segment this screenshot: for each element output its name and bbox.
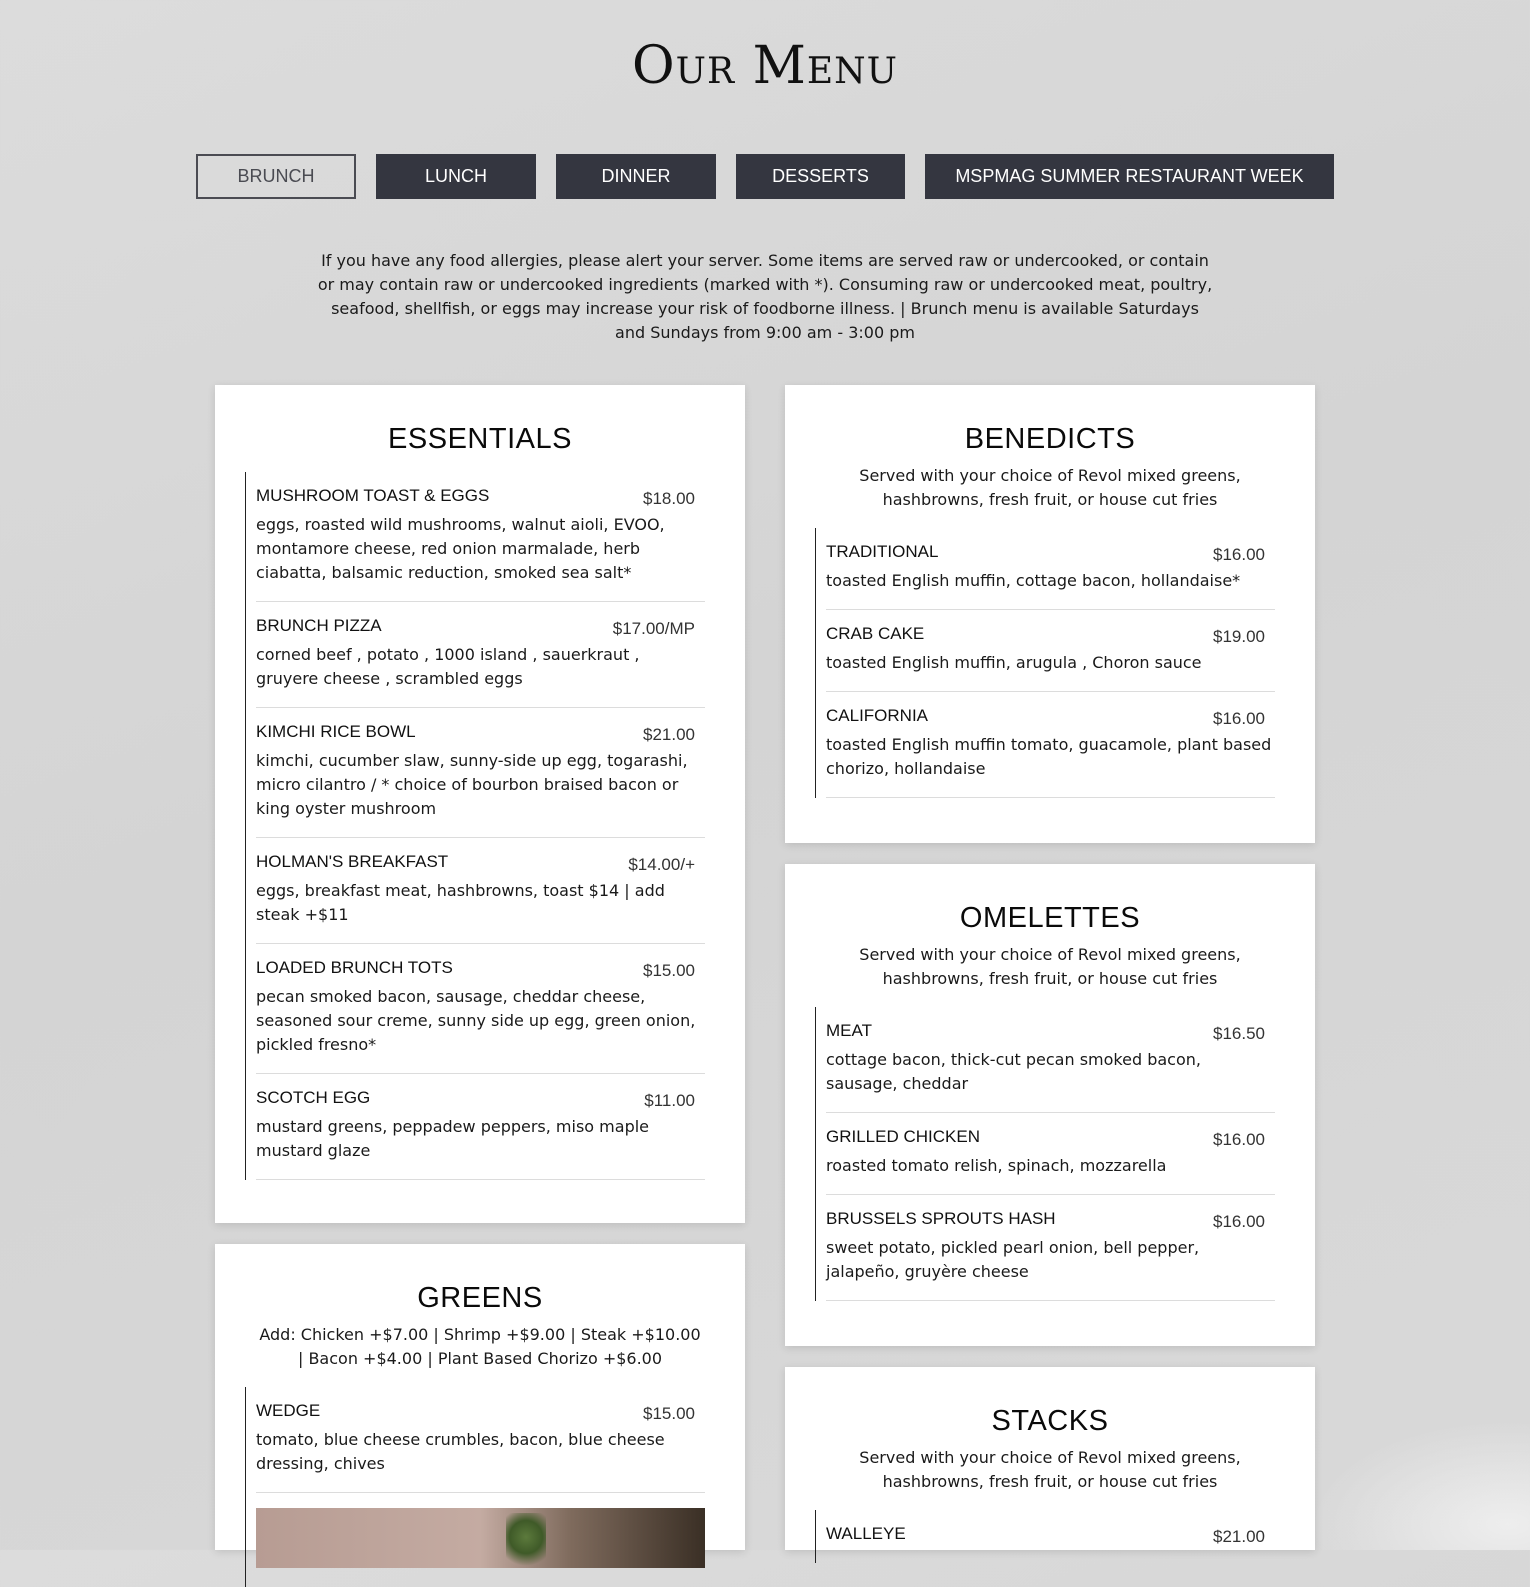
benedicts-card: [785, 385, 1315, 843]
item-name: WEDGE: [256, 1401, 321, 1420]
item-price: $16.00: [1213, 1212, 1265, 1231]
menu-item: [826, 1007, 1275, 1113]
item-price: $19.00: [1213, 627, 1265, 646]
item-price: $11.00: [644, 1091, 695, 1110]
item-description: toasted English muffin, cottage bacon, hollandaise*: [826, 571, 1241, 590]
section-title: BENEDICTS: [964, 423, 1136, 455]
item-description: toasted English muffin tomato, guacamole, plant based chorizo, hollandaise: [826, 735, 1272, 778]
section-title: ESSENTIALS: [388, 423, 572, 455]
menu-item: [826, 1195, 1275, 1301]
item-name: BRUSSELS SPROUTS HASH: [826, 1209, 1056, 1228]
section-title: GREENS: [417, 1282, 543, 1314]
item-name: KIMCHI RICE BOWL: [256, 722, 416, 741]
page-title: Our Menu: [632, 36, 898, 96]
item-description: pecan smoked bacon, sausage, cheddar cheese, seasoned sour creme, sunny side up egg, green onion, pickled fresno*: [256, 987, 696, 1054]
menu-item: [826, 528, 1275, 610]
menu-item: [256, 1074, 705, 1180]
item-name: MUSHROOM TOAST & EGGS: [256, 486, 490, 505]
item-name: MEAT: [826, 1021, 872, 1040]
menu-item: [256, 1387, 705, 1493]
background-glare: [1310, 1420, 1530, 1550]
item-price: $21.00: [1213, 1527, 1265, 1546]
item-name: HOLMAN'S BREAKFAST: [256, 852, 449, 871]
menu-item-list: [245, 1387, 705, 1587]
menu-item-list: [815, 1007, 1275, 1301]
menu-item-list: [245, 472, 705, 1180]
essentials-card: [215, 385, 745, 1223]
item-price: $16.00: [1213, 545, 1265, 564]
section-subtitle: Served with your choice of Revol mixed greens, hashbrowns, fresh fruit, or house cut fries: [859, 466, 1241, 509]
menu-item-list: [815, 1510, 1275, 1563]
item-name: LOADED BRUNCH TOTS: [256, 958, 453, 977]
tab-brunch[interactable]: BRUNCH: [196, 154, 356, 199]
item-name: WALLEYE: [826, 1524, 906, 1543]
item-price: $16.00: [1213, 1130, 1265, 1149]
item-price: $16.00: [1213, 709, 1265, 728]
menu-item: [256, 708, 705, 838]
section-subtitle: Add: Chicken +$7.00 | Shrimp +$9.00 | Steak +$10.00 | Bacon +$4.00 | Plant Based Chorizo +$6.00: [259, 1325, 701, 1368]
item-description: eggs, breakfast meat, hashbrowns, toast $14 | add steak +$11: [256, 881, 665, 924]
tab-lunch[interactable]: LUNCH: [376, 154, 536, 199]
menu-item: [826, 1113, 1275, 1195]
menu-item: [256, 944, 705, 1074]
item-price: $15.00: [643, 1404, 695, 1423]
menu-item: [256, 838, 705, 944]
menu-item: [826, 1510, 1275, 1563]
item-price: $18.00: [643, 489, 695, 508]
food-photo: [256, 1508, 705, 1568]
menu-item-list: [815, 528, 1275, 798]
item-name: SCOTCH EGG: [256, 1088, 371, 1107]
item-price: $17.00/MP: [612, 619, 695, 638]
item-price: $14.00/+: [628, 855, 695, 874]
greens-card: [215, 1244, 745, 1550]
item-name: CALIFORNIA: [826, 706, 929, 725]
section-subtitle: Served with your choice of Revol mixed greens, hashbrowns, fresh fruit, or house cut fries: [859, 1448, 1241, 1491]
item-description: mustard greens, peppadew peppers, miso maple mustard glaze: [256, 1117, 650, 1160]
section-title: STACKS: [991, 1405, 1109, 1437]
omelettes-card: [785, 864, 1315, 1346]
item-description: cottage bacon, thick-cut pecan smoked bacon, sausage, cheddar: [826, 1050, 1201, 1093]
item-description: sweet potato, pickled pearl onion, bell pepper, jalapeño, gruyère cheese: [826, 1238, 1200, 1281]
item-name: TRADITIONAL: [826, 542, 939, 561]
item-name: GRILLED CHICKEN: [826, 1127, 980, 1146]
tab-restaurant-week[interactable]: MSPMAG SUMMER RESTAURANT WEEK: [925, 154, 1334, 199]
menu-item: [256, 602, 705, 708]
allergy-notice: If you have any food allergies, please alert your server. Some items are served raw or undercooked, or contain or may contain raw or undercooked ingredients (marked with *). Consuming raw or undercooked meat, poultry, seafood, shellfish, or eggs may increase your risk of foodborne illness. | Brunch menu is available Saturdays and Sundays from 9:00 am - 3:00 pm: [317, 251, 1213, 342]
tab-dinner[interactable]: DINNER: [556, 154, 716, 199]
section-subtitle: Served with your choice of Revol mixed greens, hashbrowns, fresh fruit, or house cut fries: [859, 945, 1241, 988]
item-description: eggs, roasted wild mushrooms, walnut aioli, EVOO, montamore cheese, red onion marmalade, herb ciabatta, balsamic reduction, smoked sea salt*: [256, 515, 665, 582]
item-price: $15.00: [643, 961, 695, 980]
item-description: tomato, blue cheese crumbles, bacon, blue cheese dressing, chives: [256, 1430, 665, 1473]
tab-desserts[interactable]: DESSERTS: [736, 154, 905, 199]
item-description: kimchi, cucumber slaw, sunny-side up egg, togarashi, micro cilantro / * choice of bourbon braised bacon or king oyster mushroom: [256, 751, 688, 818]
item-description: toasted English muffin, arugula , Choron sauce: [826, 653, 1202, 672]
item-name: BRUNCH PIZZA: [256, 616, 382, 635]
menu-item: [826, 610, 1275, 692]
stacks-card: [785, 1367, 1315, 1550]
menu-item: [826, 692, 1275, 798]
item-price: $21.00: [643, 725, 695, 744]
menu-item: [256, 472, 705, 602]
item-description: corned beef , potato , 1000 island , sauerkraut , gruyere cheese , scrambled eggs: [256, 645, 640, 688]
item-name: CRAB CAKE: [826, 624, 925, 643]
item-description: roasted tomato relish, spinach, mozzarella: [826, 1156, 1167, 1175]
item-price: $16.50: [1213, 1024, 1265, 1043]
menu-tabs: [196, 154, 1334, 199]
section-title: OMELETTES: [959, 902, 1141, 934]
